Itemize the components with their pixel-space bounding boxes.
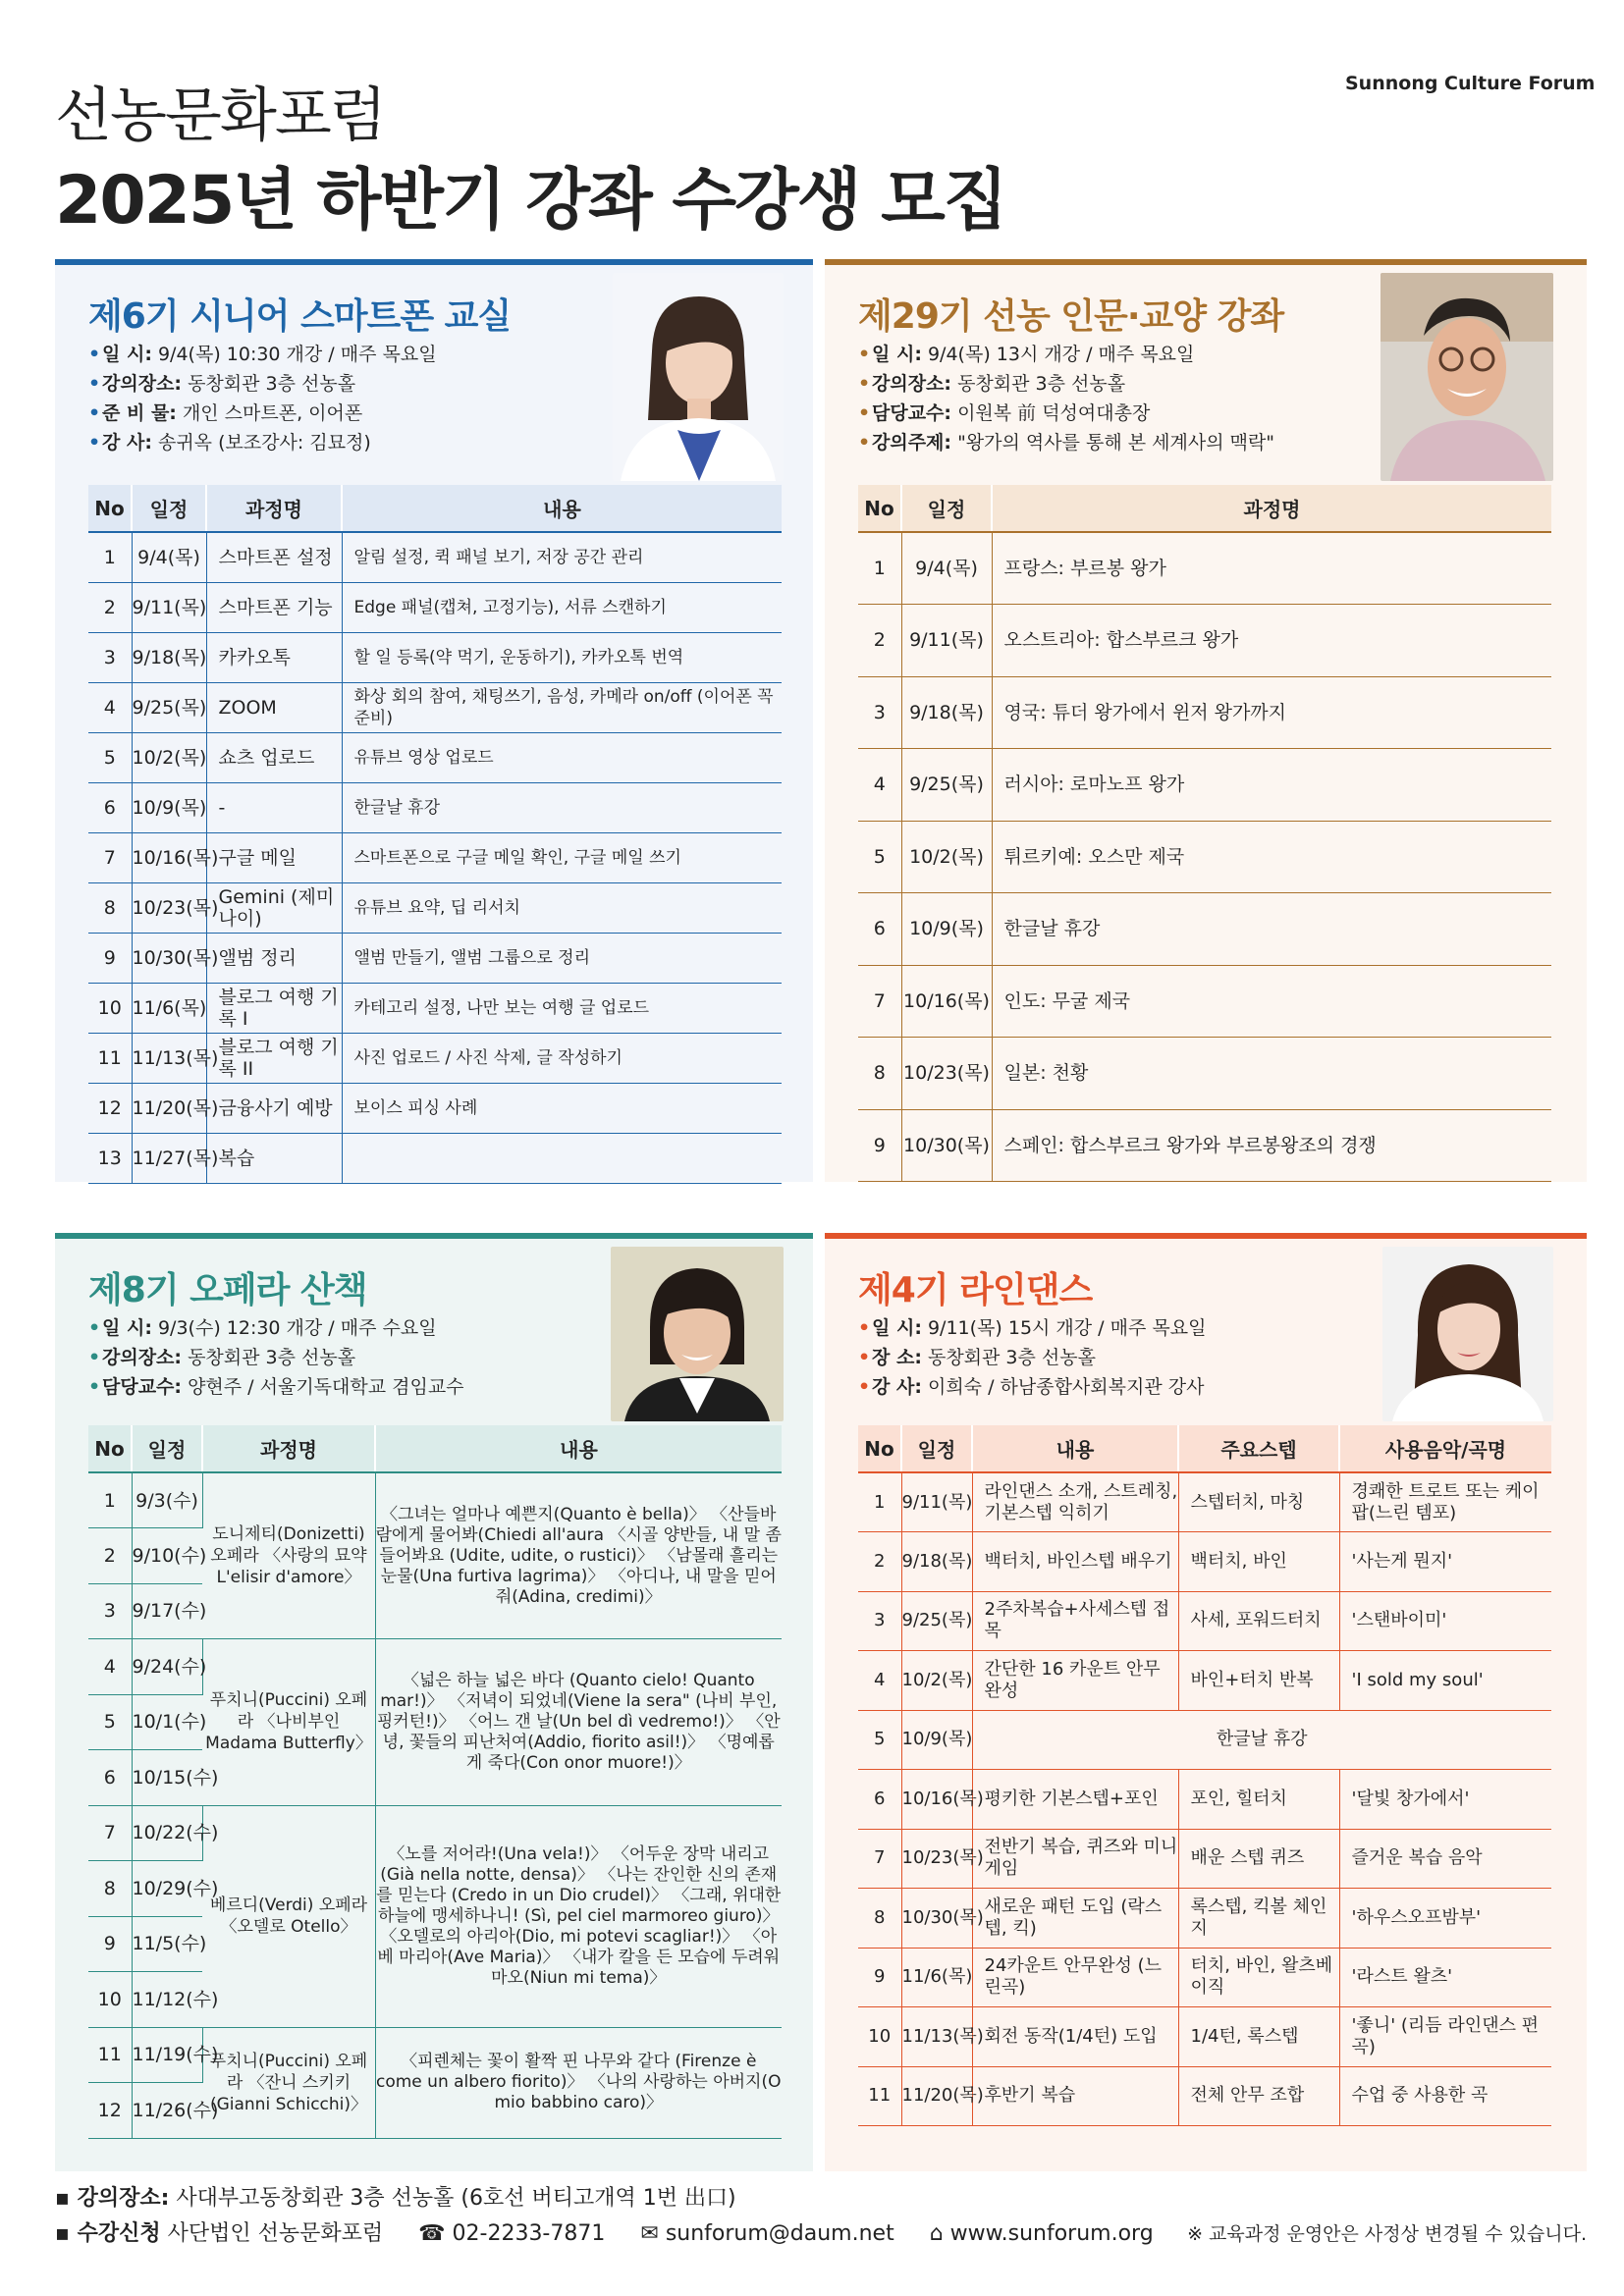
table-cell: 일본: 천황 bbox=[992, 1038, 1551, 1110]
table-cell: 10 bbox=[88, 983, 132, 1033]
table-cell: 12 bbox=[88, 2083, 132, 2139]
table-cell: 1 bbox=[88, 532, 132, 582]
table-cell: 라인댄스 소개, 스트레칭, 기본스텝 익히기 bbox=[972, 1472, 1178, 1532]
table-cell: 블로그 여행 기록 II bbox=[206, 1033, 342, 1083]
table-cell: 11 bbox=[88, 1033, 132, 1083]
table-row bbox=[88, 682, 782, 732]
table-cell: 영국: 튜더 왕가에서 윈저 왕가까지 bbox=[992, 676, 1551, 749]
table-row bbox=[88, 832, 782, 882]
table-cell: 10/16(목) bbox=[901, 965, 992, 1038]
table-cell: 10 bbox=[858, 2007, 901, 2067]
table-cell: '라스트 왈츠' bbox=[1339, 1948, 1551, 2007]
table-cell: 9/4(목) bbox=[132, 532, 206, 582]
table-cell: 복습 bbox=[206, 1133, 342, 1183]
table-cell: 9/3(수) bbox=[132, 1472, 202, 1528]
table-cell: 유튜브 영상 업로드 bbox=[342, 732, 782, 782]
table-row bbox=[88, 1805, 782, 1861]
col-header: No bbox=[858, 485, 901, 532]
table-cell: 11/27(목) bbox=[132, 1133, 206, 1183]
table-cell: Gemini (제미나이) bbox=[206, 882, 342, 933]
email-link[interactable]: sunforum@daum.net bbox=[665, 2221, 894, 2246]
table-cell: 10/23(목) bbox=[132, 882, 206, 933]
table-cell: 후반기 복습 bbox=[972, 2066, 1178, 2126]
table-row bbox=[858, 1710, 1551, 1770]
table-cell: '하우스오프밤부' bbox=[1339, 1889, 1551, 1949]
table-row bbox=[858, 2007, 1551, 2067]
col-header: 일정 bbox=[901, 1425, 972, 1472]
phone-icon: ☎ bbox=[418, 2221, 446, 2246]
instructor-photo bbox=[611, 1247, 784, 1421]
table-cell: 〈노를 저어라!(Una vela!)〉 〈어두운 장막 내리고(Già nella notte, densa)〉 〈나는 잔인한 신의 존재를 믿는다 (Credo in un Dio crudel)〉 〈그래, 위대한 하늘에 맹세하나니! (Sì, pel ciel marmoreo giuro)〉 〈오델로의 아리아(Dio, mi potevi scagliar!)〉 〈아베 마리아(Ave Maria)〉 〈내가 칼을 든 모습에 두려워 마오(Niun mi tema)〉 bbox=[375, 1805, 782, 2027]
table-cell: 바인+터치 반복 bbox=[1178, 1651, 1339, 1711]
table-cell: '좋니' (리듬 라인댄스 편곡) bbox=[1339, 2007, 1551, 2067]
table-row bbox=[858, 1829, 1551, 1889]
table-cell: 평키한 기본스텝+포인 bbox=[972, 1770, 1178, 1830]
table-cell: 10/1(수) bbox=[132, 1694, 202, 1750]
table-row bbox=[858, 605, 1551, 677]
table-cell: 11/13(목) bbox=[132, 1033, 206, 1083]
footer-note: ※ 교육과정 운영안은 사정상 변경될 수 있습니다. bbox=[1187, 2223, 1587, 2245]
table-row bbox=[858, 1109, 1551, 1182]
table-row bbox=[858, 1948, 1551, 2007]
table-cell: 6 bbox=[88, 782, 132, 832]
info-row: •준 비 물: 개인 스마트폰, 이어폰 bbox=[88, 402, 363, 424]
table-row bbox=[858, 1770, 1551, 1830]
table-cell: 10/2(목) bbox=[132, 732, 206, 782]
col-header: 일정 bbox=[901, 485, 992, 532]
info-row: •강의장소: 동창회관 3층 선농홀 bbox=[88, 373, 356, 395]
table-cell: 2 bbox=[858, 605, 901, 677]
table-cell: 2 bbox=[858, 1532, 901, 1592]
course-title: 제4기 라인댄스 bbox=[858, 1270, 1093, 1310]
table-cell: 9/10(수) bbox=[132, 1528, 202, 1584]
mail-icon: ✉ bbox=[640, 2221, 659, 2246]
table-cell: 13 bbox=[88, 1133, 132, 1183]
instructor-photo bbox=[1382, 1247, 1553, 1421]
course-card-opera bbox=[55, 1233, 813, 2171]
course-card-humanities bbox=[825, 259, 1587, 1182]
table-row bbox=[858, 2066, 1551, 2126]
table-cell: 전체 안무 조합 bbox=[1178, 2066, 1339, 2126]
table-cell: 10/16(목) bbox=[901, 1770, 972, 1830]
table-cell: - bbox=[206, 782, 342, 832]
table-cell: 11/20(목) bbox=[901, 2066, 972, 2126]
table-cell: 11/20(목) bbox=[132, 1083, 206, 1133]
table-cell: 푸치니(Puccini) 오페라 〈나비부인 Madama Butterfly〉 bbox=[202, 1639, 375, 1806]
card-rule bbox=[55, 259, 813, 265]
col-header: 내용 bbox=[972, 1425, 1178, 1472]
table-cell: 사진 업로드 / 사진 삭제, 글 작성하기 bbox=[342, 1033, 782, 1083]
table-cell: 5 bbox=[858, 821, 901, 893]
col-header: 과정명 bbox=[202, 1425, 375, 1472]
table-cell: 5 bbox=[88, 1694, 132, 1750]
table-cell: 11/5(수) bbox=[132, 1916, 202, 1972]
table-cell: 6 bbox=[88, 1750, 132, 1806]
course-card-smartphone bbox=[55, 259, 813, 1182]
table-row bbox=[858, 1591, 1551, 1651]
table-cell: 한글날 휴강 bbox=[342, 782, 782, 832]
table-cell: 11/6(목) bbox=[132, 983, 206, 1033]
table-cell: 6 bbox=[858, 893, 901, 966]
table-cell: 3 bbox=[858, 676, 901, 749]
table-cell: 9 bbox=[858, 1109, 901, 1182]
table-cell: 한글날 휴강 bbox=[972, 1710, 1551, 1770]
table-cell: 10/30(목) bbox=[901, 1889, 972, 1949]
table-cell: 화상 회의 참여, 채팅쓰기, 음성, 카메라 on/off (이어폰 꼭 준비) bbox=[342, 682, 782, 732]
table-row bbox=[88, 2027, 782, 2083]
table-cell: 할 일 등록(약 먹기, 운동하기), 카카오톡 번역 bbox=[342, 632, 782, 682]
table-cell: 10/30(목) bbox=[132, 933, 206, 983]
table-cell: 9/25(목) bbox=[132, 682, 206, 732]
table-cell: 수업 중 사용한 곡 bbox=[1339, 2066, 1551, 2126]
course-info bbox=[88, 1313, 464, 1402]
table-cell: 11 bbox=[858, 2066, 901, 2126]
table-cell: 8 bbox=[858, 1889, 901, 1949]
table-row bbox=[88, 1472, 782, 1528]
table-cell: 유튜브 요약, 딥 리서치 bbox=[342, 882, 782, 933]
info-row: •일 시: 9/3(수) 12:30 개강 / 매주 수요일 bbox=[88, 1317, 437, 1339]
table-cell: 록스텝, 킥볼 체인지 bbox=[1178, 1889, 1339, 1949]
instructor-photo bbox=[1380, 273, 1553, 481]
table-cell: '스탠바이미' bbox=[1339, 1591, 1551, 1651]
table-cell: 10/30(목) bbox=[901, 1109, 992, 1182]
table-row bbox=[858, 893, 1551, 966]
table-cell: 2주차복습+사세스텝 접목 bbox=[972, 1591, 1178, 1651]
table-cell: 카카오톡 bbox=[206, 632, 342, 682]
table-cell: 8 bbox=[858, 1038, 901, 1110]
info-row: •강의주제: "왕가의 역사를 통해 본 세계사의 맥락" bbox=[858, 432, 1275, 454]
table-cell: 스마트폰으로 구글 메일 확인, 구글 메일 쓰기 bbox=[342, 832, 782, 882]
table-cell: 7 bbox=[858, 1829, 901, 1889]
info-row: •일 시: 9/4(목) 13시 개강 / 매주 목요일 bbox=[858, 344, 1195, 365]
table-cell: 1/4턴, 록스텝 bbox=[1178, 2007, 1339, 2067]
info-row: •일 시: 9/4(목) 10:30 개강 / 매주 목요일 bbox=[88, 344, 437, 365]
org-name: 선농문화포럼 bbox=[55, 81, 385, 150]
footer-venue: ▪ 강의장소: 사대부고동창회관 3층 선농홀 (6호선 버티고개역 1번 出口) bbox=[55, 2186, 736, 2211]
table-cell: 쇼츠 업로드 bbox=[206, 732, 342, 782]
table-row bbox=[858, 676, 1551, 749]
table-row bbox=[88, 1639, 782, 1695]
table-cell: 9/11(목) bbox=[901, 1472, 972, 1532]
table-cell: 9/24(수) bbox=[132, 1639, 202, 1695]
table-row bbox=[88, 1033, 782, 1083]
table-cell: 스텝터치, 마칭 bbox=[1178, 1472, 1339, 1532]
col-header: 주요스텝 bbox=[1178, 1425, 1339, 1472]
table-cell: 전반기 복습, 퀴즈와 미니게임 bbox=[972, 1829, 1178, 1889]
table-cell: 9/25(목) bbox=[901, 1591, 972, 1651]
table-cell: 카테고리 설정, 나만 보는 여행 글 업로드 bbox=[342, 983, 782, 1033]
table-row bbox=[858, 965, 1551, 1038]
table-cell: 1 bbox=[88, 1472, 132, 1528]
table-row bbox=[88, 983, 782, 1033]
table-cell: 러시아: 로마노프 왕가 bbox=[992, 749, 1551, 822]
table-cell: 스페인: 합스부르크 왕가와 부르봉왕조의 경쟁 bbox=[992, 1109, 1551, 1182]
table-cell: 7 bbox=[88, 1805, 132, 1861]
col-header: 과정명 bbox=[206, 485, 342, 532]
table-cell: 푸치니(Puccini) 오페라 〈잔니 스키키 (Gianni Schicchi)〉 bbox=[202, 2027, 375, 2138]
schedule-table bbox=[88, 1425, 782, 2139]
table-cell: 사세, 포워드터치 bbox=[1178, 1591, 1339, 1651]
table-cell: 2 bbox=[88, 582, 132, 632]
table-cell: 10/2(목) bbox=[901, 821, 992, 893]
course-title: 제8기 오페라 산책 bbox=[88, 1270, 367, 1310]
info-row: •강 사: 이희숙 / 하남종합사회복지관 강사 bbox=[858, 1376, 1205, 1398]
table-cell: 1 bbox=[858, 532, 901, 605]
table-cell: 금융사기 예방 bbox=[206, 1083, 342, 1133]
table-cell: 7 bbox=[88, 832, 132, 882]
course-info bbox=[88, 340, 437, 457]
table-cell: 〈그녀는 얼마나 예쁜지(Quanto è bella)〉 〈산들바람에게 물어봐(Chiedi all'aura 〈시골 양반들, 내 말 좀 들어봐요 (Udite, udite, o rustici)〉 〈남몰래 흘리는 눈물(Una furtiva lagrima)〉 〈아디나, 내 말을 믿어줘(Adina, credimi)〉 bbox=[375, 1472, 782, 1639]
table-row bbox=[858, 749, 1551, 822]
table-cell: 9/11(목) bbox=[901, 605, 992, 677]
col-header: 과정명 bbox=[992, 485, 1551, 532]
table-cell: 경쾌한 트로트 또는 케이팝(느린 템포) bbox=[1339, 1472, 1551, 1532]
table-cell: 프랑스: 부르봉 왕가 bbox=[992, 532, 1551, 605]
info-row: •일 시: 9/11(목) 15시 개강 / 매주 목요일 bbox=[858, 1317, 1207, 1339]
table-cell: 10/9(목) bbox=[132, 782, 206, 832]
table-cell: 5 bbox=[88, 732, 132, 782]
table-row bbox=[88, 1133, 782, 1183]
table-row bbox=[858, 1472, 1551, 1532]
schedule-table bbox=[88, 485, 782, 1184]
instructor-photo bbox=[613, 273, 784, 481]
table-row bbox=[858, 1889, 1551, 1949]
table-row bbox=[858, 821, 1551, 893]
table-cell: 10/23(목) bbox=[901, 1829, 972, 1889]
table-cell: 간단한 16 카운트 안무 완성 bbox=[972, 1651, 1178, 1711]
table-cell: 3 bbox=[88, 632, 132, 682]
table-cell: 11 bbox=[88, 2027, 132, 2083]
table-cell: 9/4(목) bbox=[901, 532, 992, 605]
info-row: •담당교수: 이원복 前 덕성여대총장 bbox=[858, 402, 1151, 424]
table-cell: '사는게 뭔지' bbox=[1339, 1532, 1551, 1592]
table-cell: 9/18(목) bbox=[901, 676, 992, 749]
table-cell: 7 bbox=[858, 965, 901, 1038]
table-cell: 백터치, 바인 bbox=[1178, 1532, 1339, 1592]
course-title: 제29기 선농 인문·교양 강좌 bbox=[858, 296, 1284, 337]
table-cell: 터치, 바인, 왈츠베이직 bbox=[1178, 1948, 1339, 2007]
col-header: 사용음악/곡명 bbox=[1339, 1425, 1551, 1472]
table-cell: 스마트폰 설정 bbox=[206, 532, 342, 582]
table-cell: 베르디(Verdi) 오페라 〈오델로 Otello〉 bbox=[202, 1805, 375, 2027]
footer-apply: ▪ 수강신청 사단법인 선농문화포럼 ☎ 02-2233-7871 ✉ sunforum@daum.net ⌂ www.sunforum.org ※ 교육과정 운영안은 사정상 변경될 수 있습니다. bbox=[55, 2216, 1587, 2252]
table-row bbox=[858, 1038, 1551, 1110]
info-row: •강의장소: 동창회관 3층 선농홀 bbox=[858, 373, 1126, 395]
table-cell: 보이스 피싱 사례 bbox=[342, 1083, 782, 1133]
course-info bbox=[858, 340, 1274, 457]
table-cell: 4 bbox=[858, 1651, 901, 1711]
course-info bbox=[858, 1313, 1206, 1402]
table-cell: 도니제티(Donizetti) 오페라 〈사랑의 묘약 L'elisir d'amore〉 bbox=[202, 1472, 375, 1639]
info-row: •담당교수: 양현주 / 서울기독대학교 겸임교수 bbox=[88, 1376, 464, 1398]
table-cell: 11/6(목) bbox=[901, 1948, 972, 2007]
table-cell: 10/23(목) bbox=[901, 1038, 992, 1110]
table-cell: 블로그 여행 기록 I bbox=[206, 983, 342, 1033]
table-cell: 10/29(수) bbox=[132, 1861, 202, 1917]
table-cell bbox=[342, 1133, 782, 1183]
table-cell: 11/13(목) bbox=[901, 2007, 972, 2067]
table-row bbox=[88, 632, 782, 682]
table-cell: 9/18(목) bbox=[901, 1532, 972, 1592]
table-cell: 인도: 무굴 제국 bbox=[992, 965, 1551, 1038]
table-cell: 한글날 휴강 bbox=[992, 893, 1551, 966]
table-cell: 11/26(수) bbox=[132, 2083, 202, 2139]
table-cell: 9/11(목) bbox=[132, 582, 206, 632]
table-cell: 8 bbox=[88, 882, 132, 933]
table-cell: 튀르키예: 오스만 제국 bbox=[992, 821, 1551, 893]
info-row: •장 소: 동창회관 3층 선농홀 bbox=[858, 1347, 1096, 1368]
table-cell: 1 bbox=[858, 1472, 901, 1532]
table-cell: 10/9(목) bbox=[901, 893, 992, 966]
col-header: 내용 bbox=[375, 1425, 782, 1472]
col-header: No bbox=[858, 1425, 901, 1472]
card-rule bbox=[825, 1233, 1587, 1239]
col-header: No bbox=[88, 485, 132, 532]
table-row bbox=[88, 532, 782, 582]
table-cell: 4 bbox=[88, 1639, 132, 1695]
card-rule bbox=[825, 259, 1587, 265]
table-cell: 구글 메일 bbox=[206, 832, 342, 882]
table-cell: 9 bbox=[858, 1948, 901, 2007]
table-cell: 5 bbox=[858, 1710, 901, 1770]
course-card-linedance bbox=[825, 1233, 1587, 2171]
footer bbox=[55, 2181, 1587, 2252]
table-row bbox=[88, 582, 782, 632]
table-cell: 새로운 패턴 도입 (락스텝, 킥) bbox=[972, 1889, 1178, 1949]
table-cell: 9 bbox=[88, 933, 132, 983]
table-row bbox=[88, 1083, 782, 1133]
schedule-table bbox=[858, 485, 1551, 1182]
table-row bbox=[88, 882, 782, 933]
col-header: 내용 bbox=[342, 485, 782, 532]
table-row bbox=[858, 532, 1551, 605]
table-cell: '달빛 창가에서' bbox=[1339, 1770, 1551, 1830]
table-cell: 9/17(수) bbox=[132, 1583, 202, 1639]
table-row bbox=[88, 732, 782, 782]
table-cell: 앨범 만들기, 앨범 그룹으로 정리 bbox=[342, 933, 782, 983]
table-cell: 3 bbox=[858, 1591, 901, 1651]
col-header: 일정 bbox=[132, 485, 206, 532]
org-english-name: Sunnong Culture Forum bbox=[1345, 73, 1596, 94]
table-cell: 12 bbox=[88, 1083, 132, 1133]
phone-number[interactable]: 02-2233-7871 bbox=[452, 2221, 606, 2246]
table-cell: 10/22(수) bbox=[132, 1805, 202, 1861]
table-cell: 11/19(수) bbox=[132, 2027, 202, 2083]
table-cell: 포인, 힐터치 bbox=[1178, 1770, 1339, 1830]
info-row: •강 사: 송귀옥 (보조강사: 김묘정) bbox=[88, 432, 371, 454]
table-row bbox=[858, 1532, 1551, 1592]
table-cell: 11/12(수) bbox=[132, 1972, 202, 2028]
table-cell: 10 bbox=[88, 1972, 132, 2028]
table-row bbox=[858, 1651, 1551, 1711]
table-cell: 회전 동작(1/4턴) 도입 bbox=[972, 2007, 1178, 2067]
table-cell: 9/25(목) bbox=[901, 749, 992, 822]
table-cell: 6 bbox=[858, 1770, 901, 1830]
info-row: •강의장소: 동창회관 3층 선농홀 bbox=[88, 1347, 356, 1368]
table-cell: 배운 스텝 퀴즈 bbox=[1178, 1829, 1339, 1889]
table-cell: 4 bbox=[88, 682, 132, 732]
table-cell: Edge 패널(캡쳐, 고정기능), 서류 스캔하기 bbox=[342, 582, 782, 632]
table-row bbox=[88, 782, 782, 832]
table-cell: 10/15(수) bbox=[132, 1750, 202, 1806]
website-link[interactable]: www.sunforum.org bbox=[949, 2221, 1154, 2246]
table-cell: 앨범 정리 bbox=[206, 933, 342, 983]
home-icon: ⌂ bbox=[929, 2221, 944, 2246]
table-cell: ZOOM bbox=[206, 682, 342, 732]
table-cell: 〈넓은 하늘 넓은 바다 (Quanto cielo! Quanto mar!)〉 〈저녁이 되었네(Viene la sera" (나비 부인, 핑커턴!)〉 〈어느 갠 날(Un bel dì vedremo!)〉 〈안녕, 꽃들의 피난처여(Addio, fiorito asil!)〉 〈명예롭게 죽다(Con onor muore!)〉 bbox=[375, 1639, 782, 1806]
table-cell: 24카운트 안무완성 (느린곡) bbox=[972, 1948, 1178, 2007]
table-cell: 오스트리아: 합스부르크 왕가 bbox=[992, 605, 1551, 677]
table-cell: 'I sold my soul' bbox=[1339, 1651, 1551, 1711]
table-cell: 2 bbox=[88, 1528, 132, 1584]
table-cell: 즐거운 복습 음악 bbox=[1339, 1829, 1551, 1889]
table-cell: 10/16(목) bbox=[132, 832, 206, 882]
table-cell: 〈피렌체는 꽃이 활짝 핀 나무와 같다 (Firenze è come un albero fiorito)〉 〈나의 사랑하는 아버지(O mio babbino caro)〉 bbox=[375, 2027, 782, 2138]
table-cell: 10/9(목) bbox=[901, 1710, 972, 1770]
table-cell: 10/2(목) bbox=[901, 1651, 972, 1711]
schedule-table bbox=[858, 1425, 1551, 2126]
table-cell: 알림 설정, 퀵 패널 보기, 저장 공간 관리 bbox=[342, 532, 782, 582]
col-header: No bbox=[88, 1425, 132, 1472]
table-cell: 8 bbox=[88, 1861, 132, 1917]
table-cell: 3 bbox=[88, 1583, 132, 1639]
page-title: 2025년 하반기 강좌 수강생 모집 bbox=[55, 162, 1006, 240]
course-title: 제6기 시니어 스마트폰 교실 bbox=[88, 296, 512, 337]
card-rule bbox=[55, 1233, 813, 1239]
table-cell: 4 bbox=[858, 749, 901, 822]
table-row bbox=[88, 933, 782, 983]
table-cell: 9/18(목) bbox=[132, 632, 206, 682]
table-cell: 9 bbox=[88, 1916, 132, 1972]
table-cell: 스마트폰 기능 bbox=[206, 582, 342, 632]
table-cell: 백터치, 바인스텝 배우기 bbox=[972, 1532, 1178, 1592]
col-header: 일정 bbox=[132, 1425, 202, 1472]
